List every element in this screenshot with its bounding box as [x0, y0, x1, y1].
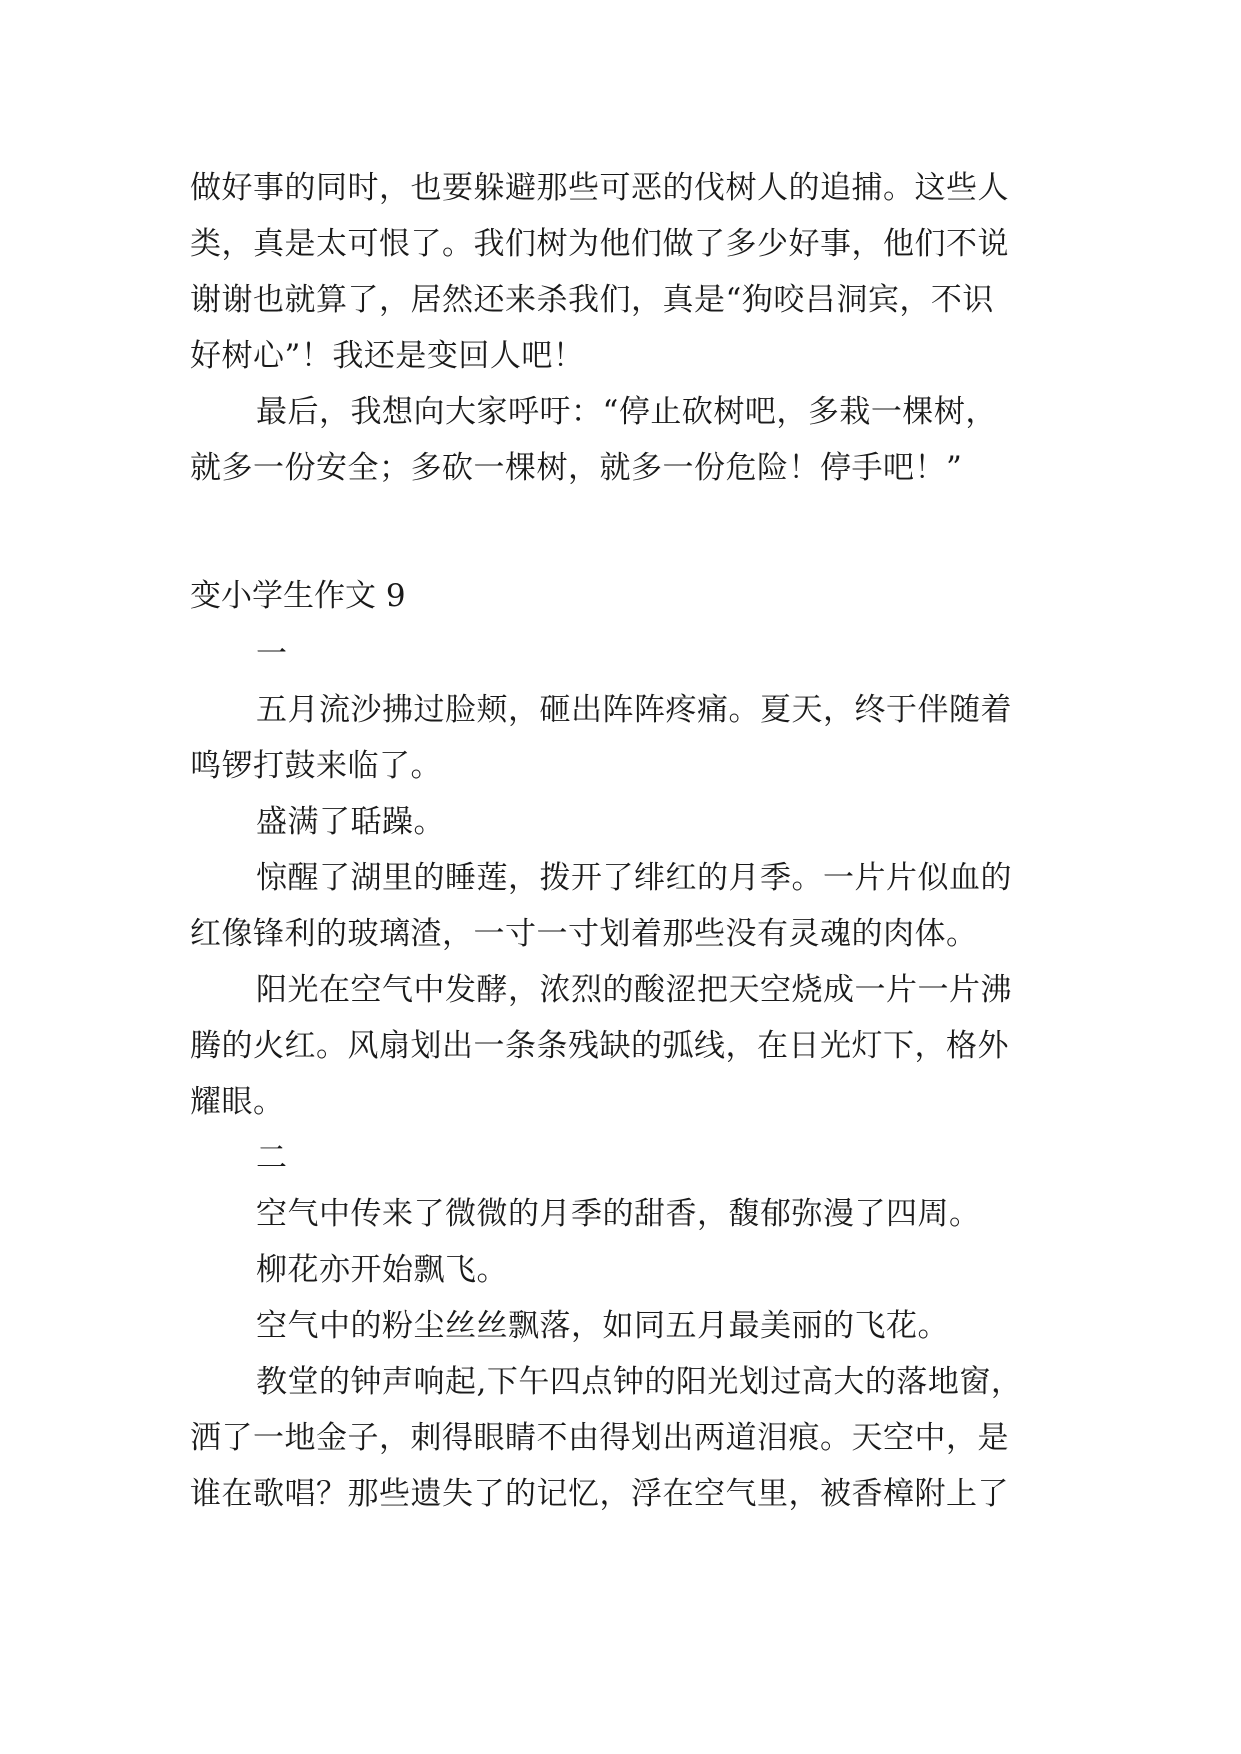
text-line: 柳花亦开始飘飞。 [256, 1252, 508, 1288]
text-line: 五月流沙拂过脸颊，砸出阵阵疼痛。夏天，终于伴随着 [256, 692, 1012, 728]
text-line: 洒了一地金子，刺得眼睛不由得划出两道泪痕。天空中，是 [190, 1420, 1009, 1456]
text-line: 类，真是太可恨了。我们树为他们做了多少好事，他们不说 [190, 226, 1009, 262]
section-numeral: 一 [256, 636, 288, 672]
text-line: 空气中传来了微微的月季的甜香，馥郁弥漫了四周。 [256, 1196, 981, 1232]
section-title: 变小学生作文 9 [190, 578, 406, 614]
text-line: 教堂的钟声响起,下午四点钟的阳光划过高大的落地窗， [256, 1364, 1023, 1400]
text-line: 阳光在空气中发酵，浓烈的酸涩把天空烧成一片一片沸 [256, 972, 1012, 1008]
text-line: 好树心”！我还是变回人吧！ [190, 338, 585, 374]
text-line: 最后，我想向大家呼吁：“停止砍树吧，多栽一棵树， [256, 394, 997, 430]
text-line: 鸣锣打鼓来临了。 [190, 748, 442, 784]
text-line: 就多一份安全；多砍一棵树，就多一份危险！停手吧！” [190, 450, 963, 486]
paragraph-block-1 [190, 160, 1055, 496]
text-line: 腾的火红。风扇划出一条条残缺的弧线，在日光灯下，格外 [190, 1028, 1009, 1064]
paragraph-block-2 [190, 626, 1055, 1522]
text-line: 谢谢也就算了，居然还来杀我们，真是“狗咬吕洞宾，不识 [190, 282, 994, 318]
text-line: 做好事的同时，也要躲避那些可恶的伐树人的追捕。这些人 [190, 170, 1009, 206]
text-line: 谁在歌唱？那些遗失了的记忆，浮在空气里，被香樟附上了 [190, 1476, 1009, 1512]
text-line: 红像锋利的玻璃渣，一寸一寸划着那些没有灵魂的肉体。 [190, 916, 978, 952]
text-line: 耀眼。 [190, 1084, 285, 1120]
text-line: 空气中的粉尘丝丝飘落，如同五月最美丽的飞花。 [256, 1308, 949, 1344]
text-line: 惊醒了湖里的睡莲，拨开了绯红的月季。一片片似血的 [256, 860, 1012, 896]
text-line: 盛满了聒躁。 [256, 804, 445, 840]
section-numeral: 二 [256, 1140, 288, 1176]
